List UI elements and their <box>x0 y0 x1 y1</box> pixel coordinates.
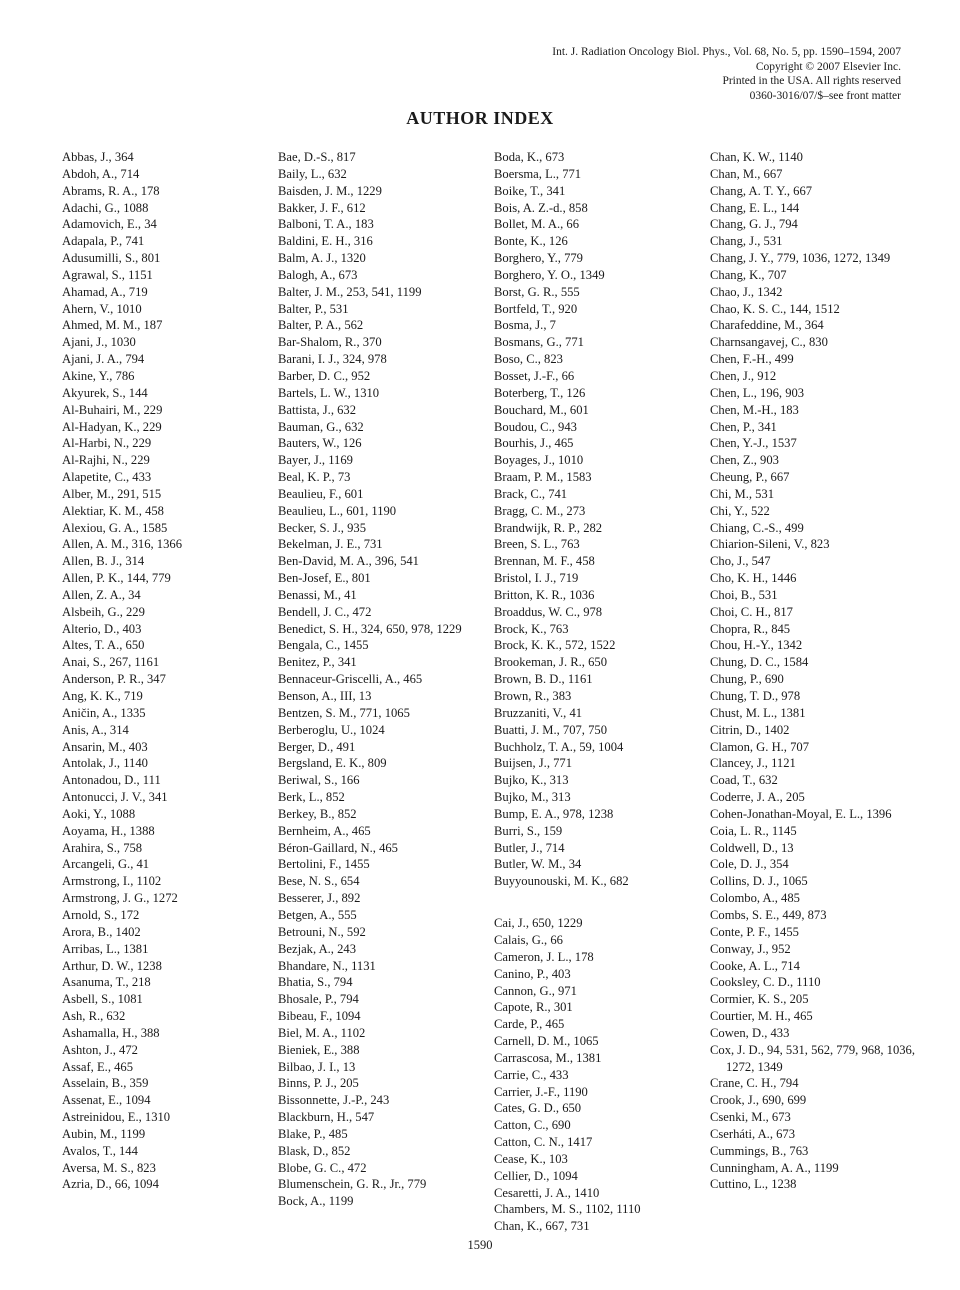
author-entry: Buyyounouski, M. K., 682 <box>494 874 629 889</box>
author-entry: Beal, K. P., 73 <box>278 470 351 485</box>
journal-citation-header <box>441 45 901 103</box>
author-entry: Coldwell, D., 13 <box>710 840 794 855</box>
author-entry: Balm, A. J., 1320 <box>278 251 366 266</box>
author-entry: Bissonnette, J.-P., 243 <box>278 1093 390 1108</box>
author-entry: Avalos, T., 144 <box>62 1143 138 1158</box>
author-entry: Blumenschein, G. R., Jr., 779 <box>278 1177 427 1192</box>
author-entry: Benassi, M., 41 <box>278 587 357 602</box>
author-entry: Boda, K., 673 <box>494 150 565 164</box>
author-entry: Armstrong, I., 1102 <box>62 874 162 889</box>
author-entry: Bertolini, F., 1455 <box>278 857 370 872</box>
author-entry: Chung, D. C., 1584 <box>710 655 809 670</box>
author-entry: Brock, K. K., 572, 1522 <box>494 638 616 653</box>
author-entry: Coad, T., 632 <box>710 773 778 788</box>
copyright-line: Copyright © 2007 Elsevier Inc. <box>755 60 901 73</box>
author-entry: Conway, J., 952 <box>710 941 791 956</box>
author-entry: Allen, P. K., 144, 779 <box>62 571 171 586</box>
author-entry: Chang, G. J., 794 <box>710 217 798 232</box>
author-entry: Bieniek, E., 388 <box>278 1042 360 1057</box>
printed-line: Printed in the USA. All rights reserved <box>722 75 901 88</box>
author-entry: Cesaretti, J. A., 1410 <box>494 1185 600 1200</box>
author-entry: Baisden, J. M., 1229 <box>278 183 382 198</box>
author-entry: Chan, K. W., 1140 <box>710 150 803 164</box>
author-entry: Boyages, J., 1010 <box>494 453 584 468</box>
author-entry: Ben-Josef, E., 801 <box>278 571 371 586</box>
author-entry: Cho, J., 547 <box>710 554 771 569</box>
author-entry: Chang, K., 707 <box>710 267 787 282</box>
author-entry: Bilbao, J. I., 13 <box>278 1059 356 1074</box>
author-entry: Boike, T., 341 <box>494 183 566 198</box>
author-entry: Berberoglu, U., 1024 <box>278 722 385 737</box>
author-entry: Breen, S. L., 763 <box>494 537 580 552</box>
index-column-4 <box>710 149 915 1193</box>
author-entry: Carrier, J.-F., 1190 <box>494 1084 588 1099</box>
author-entry: Bar-Shalom, R., 370 <box>278 335 382 350</box>
author-entry: Cunningham, A. A., 1199 <box>710 1160 839 1175</box>
author-entry: Aversa, M. S., 823 <box>62 1160 156 1175</box>
author-entry: Chao, J., 1342 <box>710 284 783 299</box>
author-entry: Arora, B., 1402 <box>62 924 141 939</box>
author-entry: Agrawal, S., 1151 <box>62 267 153 282</box>
author-entry: Baily, L., 632 <box>278 166 347 181</box>
author-entry: Azria, D., 66, 1094 <box>62 1177 159 1192</box>
author-entry: Asanuma, T., 218 <box>62 975 151 990</box>
author-entry: Ahmed, M. M., 187 <box>62 318 163 333</box>
author-entry: Chung, P., 690 <box>710 672 784 687</box>
author-entry: Chi, M., 531 <box>710 486 775 501</box>
author-entry: Adachi, G., 1088 <box>62 200 149 215</box>
author-entry: Berk, L., 852 <box>278 790 345 805</box>
author-index-columns <box>62 149 916 1234</box>
author-entry: Betgen, A., 555 <box>278 907 357 922</box>
author-entry: Catton, C. N., 1417 <box>494 1135 593 1150</box>
author-entry: Cserháti, A., 673 <box>710 1126 796 1141</box>
author-entry: Charafeddine, M., 364 <box>710 318 824 333</box>
author-entry: Assaf, E., 465 <box>62 1059 134 1074</box>
author-entry: Battista, J., 632 <box>278 402 357 417</box>
author-entry: Ash, R., 632 <box>62 1009 126 1024</box>
author-entry: Arahira, S., 758 <box>62 840 143 855</box>
author-entry: Blackburn, H., 547 <box>278 1110 375 1125</box>
author-entry: Chen, M.-H., 183 <box>710 402 799 417</box>
author-entry: Akine, Y., 786 <box>62 368 135 383</box>
author-entry: Abdoh, A., 714 <box>62 166 140 181</box>
author-entry: Bauters, W., 126 <box>278 436 362 451</box>
author-entry: Chang, A. T. Y., 667 <box>710 183 813 198</box>
author-entry: Chen, Y.-J., 1537 <box>710 436 797 451</box>
author-entry: Collins, D. J., 1065 <box>710 874 808 889</box>
author-entry: Al-Hadyan, K., 229 <box>62 419 162 434</box>
author-entry: Bergsland, E. K., 809 <box>278 756 387 771</box>
author-entry: Anderson, P. R., 347 <box>62 672 166 687</box>
author-entry: Alektiar, K. M., 458 <box>62 503 164 518</box>
author-entry: Bendell, J. C., 472 <box>278 604 372 619</box>
author-entry: Biel, M. A., 1102 <box>278 1025 366 1040</box>
author-entry: Chung, T. D., 978 <box>710 689 801 703</box>
author-entry: Carde, P., 465 <box>494 1017 565 1032</box>
author-entry: Blake, P., 485 <box>278 1126 348 1141</box>
author-entry: Chang, J. Y., 779, 1036, 1272, 1349 <box>710 251 891 266</box>
author-entry: Boso, C., 823 <box>494 352 563 367</box>
author-entry: Bengala, C., 1455 <box>278 638 369 653</box>
author-entry: Cease, K., 103 <box>494 1151 568 1166</box>
author-entry: Adapala, P., 741 <box>62 234 145 249</box>
author-entry: Carnell, D. M., 1065 <box>494 1034 599 1049</box>
author-entry: Antonadou, D., 111 <box>62 773 161 788</box>
author-entry: Bragg, C. M., 273 <box>494 503 586 518</box>
author-entry: Combs, S. E., 449, 873 <box>710 907 827 922</box>
author-entry: Chust, M. L., 1381 <box>710 705 806 720</box>
author-entry: Barber, D. C., 952 <box>278 368 371 383</box>
index-column-3 <box>494 149 699 1235</box>
author-entry: Adamovich, E., 34 <box>62 217 157 232</box>
author-entry: Chen, L., 196, 903 <box>710 385 805 400</box>
author-entry: Bese, N. S., 654 <box>278 874 360 889</box>
author-entry: Ashamalla, H., 388 <box>62 1025 160 1040</box>
author-entry: Citrin, D., 1402 <box>710 722 790 737</box>
author-entry: Aoyama, H., 1388 <box>62 823 155 838</box>
citation-line: Int. J. Radiation Oncology Biol. Phys., Vol. 68, No. 5, pp. 1590–1594, 2007 <box>552 46 901 58</box>
author-entry: Cheung, P., 667 <box>710 470 790 485</box>
author-entry: Bibeau, F., 1094 <box>278 1009 361 1024</box>
author-entry: Abrams, R. A., 178 <box>62 183 160 198</box>
author-entry: Clamon, G. H., 707 <box>710 739 809 754</box>
letter-section-gap <box>494 890 699 915</box>
author-entry: Bayer, J., 1169 <box>278 453 353 468</box>
author-entry: Berkey, B., 852 <box>278 806 357 821</box>
author-entry: Cox, J. D., 94, 531, 562, 779, 968, 1036, 1272, 1349 <box>710 1042 916 1074</box>
author-entry: Bhandare, N., 1131 <box>278 958 376 973</box>
author-entry: Cole, D. J., 354 <box>710 857 789 872</box>
author-entry: Brock, K., 763 <box>494 621 569 636</box>
author-entry: Allen, A. M., 316, 1366 <box>62 537 182 552</box>
author-entry: Barani, I. J., 324, 978 <box>278 352 387 367</box>
author-entry: Bosmans, G., 771 <box>494 335 584 350</box>
author-entry: Bernheim, A., 465 <box>278 823 371 838</box>
author-entry: Boudou, C., 943 <box>494 419 577 434</box>
author-entry: Boersma, L., 771 <box>494 166 582 181</box>
author-entry: Bouchard, M., 601 <box>494 402 589 417</box>
author-entry: Buatti, J. M., 707, 750 <box>494 722 607 737</box>
author-entry: Bauman, G., 632 <box>278 419 364 434</box>
author-entry: Cameron, J. L., 178 <box>494 949 594 964</box>
author-entry: Al-Rajhi, N., 229 <box>62 453 150 468</box>
author-entry: Cuttino, L., 1238 <box>710 1177 797 1192</box>
author-entry: Bock, A., 1199 <box>278 1194 354 1209</box>
author-entry: Carrie, C., 433 <box>494 1067 569 1082</box>
author-entry: Brown, R., 383 <box>494 689 572 703</box>
author-entry: Colombo, A., 485 <box>710 891 800 906</box>
author-entry: Al-Buhairi, M., 229 <box>62 402 163 417</box>
index-column-2 <box>278 149 483 1210</box>
author-entry: Bentzen, S. M., 771, 1065 <box>278 705 410 720</box>
author-entry: Akyurek, S., 144 <box>62 385 148 400</box>
author-entry: Bujko, K., 313 <box>494 773 569 788</box>
author-entry: Buijsen, J., 771 <box>494 756 573 771</box>
author-entry: Carrascosa, M., 1381 <box>494 1050 602 1065</box>
author-entry: Capote, R., 301 <box>494 1000 573 1015</box>
author-entry: Cellier, D., 1094 <box>494 1168 578 1183</box>
author-entry: Boterberg, T., 126 <box>494 385 586 400</box>
author-entry: Bosma, J., 7 <box>494 318 556 333</box>
author-entry: Crook, J., 690, 699 <box>710 1093 807 1108</box>
author-entry: Borst, G. R., 555 <box>494 284 580 299</box>
author-entry: Besserer, J., 892 <box>278 891 361 906</box>
index-column-1 <box>62 149 267 1193</box>
author-entry: Beaulieu, L., 601, 1190 <box>278 503 397 518</box>
author-entry: Bhatia, S., 794 <box>278 975 353 990</box>
author-entry: Coderre, J. A., 205 <box>710 790 805 805</box>
author-entry: Coia, L. R., 1145 <box>710 823 797 838</box>
author-entry: Assenat, E., 1094 <box>62 1093 151 1108</box>
page-title: AUTHOR INDEX <box>406 108 554 128</box>
author-entry: Beaulieu, F., 601 <box>278 486 364 501</box>
author-entry: Balter, P., 531 <box>278 301 349 316</box>
author-entry: Alber, M., 291, 515 <box>62 486 162 501</box>
author-entry: Beriwal, S., 166 <box>278 773 360 788</box>
author-entry: Alterio, D., 403 <box>62 621 142 636</box>
author-entry: Cai, J., 650, 1229 <box>494 916 583 931</box>
author-entry: Bae, D.-S., 817 <box>278 150 356 164</box>
author-entry: Cormier, K. S., 205 <box>710 992 809 1007</box>
author-entry: Asselain, B., 359 <box>62 1076 149 1091</box>
author-entry: Bruzzaniti, V., 41 <box>494 705 583 720</box>
author-entry: Ashton, J., 472 <box>62 1042 138 1057</box>
author-entry: Bristol, I. J., 719 <box>494 571 579 586</box>
author-entry: Chen, Z., 903 <box>710 453 779 468</box>
author-entry: Cooksley, C. D., 1110 <box>710 975 821 990</box>
author-entry: Charnsangavej, C., 830 <box>710 335 828 350</box>
author-entry: Courtier, M. H., 465 <box>710 1009 813 1024</box>
author-entry: Ansarin, M., 403 <box>62 739 148 754</box>
author-entry: Chiang, C.-S., 499 <box>710 520 804 535</box>
author-entry: Ben-David, M. A., 396, 541 <box>278 554 419 569</box>
author-entry: Balter, P. A., 562 <box>278 318 364 333</box>
page-number: 1590 <box>467 1238 493 1252</box>
author-entry: Burri, S., 159 <box>494 823 563 838</box>
author-entry: Chambers, M. S., 1102, 1110 <box>494 1202 641 1217</box>
author-entry: Blask, D., 852 <box>278 1143 351 1158</box>
author-entry: Betrouni, N., 592 <box>278 924 366 939</box>
author-entry: Butler, W. M., 34 <box>494 857 582 872</box>
author-entry: Butler, J., 714 <box>494 840 565 855</box>
author-entry: Choi, C. H., 817 <box>710 604 793 619</box>
author-entry: Bennaceur-Griscelli, A., 465 <box>278 672 423 687</box>
author-entry: Bakker, J. F., 612 <box>278 200 366 215</box>
author-entry: Benedict, S. H., 324, 650, 978, 1229 <box>278 621 462 636</box>
author-entry: Bujko, M., 313 <box>494 790 571 805</box>
author-entry: Adusumilli, S., 801 <box>62 251 161 266</box>
author-entry: Cho, K. H., 1446 <box>710 571 797 586</box>
author-entry: Baldini, E. H., 316 <box>278 234 373 249</box>
author-entry: Antonucci, J. V., 341 <box>62 790 168 805</box>
author-entry: Ajani, J., 1030 <box>62 335 136 350</box>
author-entry: Binns, P. J., 205 <box>278 1076 359 1091</box>
author-entry: Chan, M., 667 <box>710 166 783 181</box>
author-entry: Chopra, R., 845 <box>710 621 791 636</box>
author-entry: Cooke, A. L., 714 <box>710 958 800 973</box>
author-entry: Cates, G. D., 650 <box>494 1101 582 1116</box>
author-entry: Clancey, J., 1121 <box>710 756 796 771</box>
author-entry: Aničin, A., 1335 <box>62 705 146 720</box>
author-entry: Balter, J. M., 253, 541, 1199 <box>278 284 422 299</box>
author-entry: Ang, K. K., 719 <box>62 689 143 703</box>
author-entry: Balboni, T. A., 183 <box>278 217 374 232</box>
author-entry: Borghero, Y., 779 <box>494 251 583 266</box>
author-entry: Chan, K., 667, 731 <box>494 1219 590 1234</box>
author-entry: Brack, C., 741 <box>494 486 568 501</box>
author-entry: Cohen-Jonathan-Moyal, E. L., 1396 <box>710 806 892 821</box>
author-entry: Catton, C., 690 <box>494 1118 571 1133</box>
author-entry: Bhosale, P., 794 <box>278 992 359 1007</box>
author-entry: Crane, C. H., 794 <box>710 1076 799 1091</box>
author-entry: Calais, G., 66 <box>494 932 563 947</box>
author-entry: Ajani, J. A., 794 <box>62 352 145 367</box>
author-entry: Becker, S. J., 935 <box>278 520 366 535</box>
author-entry: Chen, P., 341 <box>710 419 777 434</box>
author-entry: Alexiou, G. A., 1585 <box>62 520 168 535</box>
author-entry: Conte, P. F., 1455 <box>710 924 799 939</box>
author-entry: Cummings, B., 763 <box>710 1143 809 1158</box>
author-entry: Chao, K. S. C., 144, 1512 <box>710 301 840 316</box>
author-entry: Al-Harbi, N., 229 <box>62 436 152 451</box>
author-entry: Chi, Y., 522 <box>710 503 770 518</box>
author-entry: Benson, A., III, 13 <box>278 689 372 703</box>
author-entry: Brennan, M. F., 458 <box>494 554 595 569</box>
author-entry: Arcangeli, G., 41 <box>62 857 150 872</box>
author-entry: Asbell, S., 1081 <box>62 992 143 1007</box>
author-entry: Bekelman, J. E., 731 <box>278 537 383 552</box>
author-entry: Armstrong, J. G., 1272 <box>62 891 178 906</box>
author-entry: Anai, S., 267, 1161 <box>62 655 160 670</box>
author-entry: Aoki, Y., 1088 <box>62 806 136 821</box>
author-entry: Canino, P., 403 <box>494 966 571 981</box>
author-entry: Buchholz, T. A., 59, 1004 <box>494 739 624 754</box>
author-entry: Arribas, L., 1381 <box>62 941 149 956</box>
author-entry: Béron-Gaillard, N., 465 <box>278 840 398 855</box>
author-entry: Blobe, G. C., 472 <box>278 1160 367 1175</box>
author-entry: Abbas, J., 364 <box>62 150 134 164</box>
author-entry: Cowen, D., 433 <box>710 1025 790 1040</box>
author-entry: Brookeman, J. R., 650 <box>494 655 607 670</box>
author-entry: Alsbeih, G., 229 <box>62 604 145 619</box>
author-entry: Broaddus, W. C., 978 <box>494 604 603 619</box>
author-entry: Allen, Z. A., 34 <box>62 587 141 602</box>
author-entry: Chang, E. L., 144 <box>710 200 800 215</box>
author-entry: Balogh, A., 673 <box>278 267 358 282</box>
author-entry: Chou, H.-Y., 1342 <box>710 638 803 653</box>
author-entry: Bezjak, A., 243 <box>278 941 356 956</box>
author-entry: Aubin, M., 1199 <box>62 1126 146 1141</box>
author-entry: Britton, K. R., 1036 <box>494 587 595 602</box>
issn-line: 0360-3016/07/$–see front matter <box>749 89 901 102</box>
author-entry: Ahern, V., 1010 <box>62 301 142 316</box>
author-entry: Borghero, Y. O., 1349 <box>494 267 605 282</box>
author-entry: Bourhis, J., 465 <box>494 436 574 451</box>
author-entry: Chen, J., 912 <box>710 368 777 383</box>
author-entry: Choi, B., 531 <box>710 587 778 602</box>
author-entry: Bonte, K., 126 <box>494 234 568 249</box>
author-entry: Benitez, P., 341 <box>278 655 357 670</box>
author-entry: Bois, A. Z.-d., 858 <box>494 200 588 215</box>
author-entry: Brandwijk, R. P., 282 <box>494 520 603 535</box>
author-entry: Bortfeld, T., 920 <box>494 301 578 316</box>
author-entry: Allen, B. J., 314 <box>62 554 145 569</box>
author-entry: Brown, B. D., 1161 <box>494 672 593 687</box>
author-entry: Bump, E. A., 978, 1238 <box>494 806 614 821</box>
author-entry: Astreinidou, E., 1310 <box>62 1110 171 1125</box>
author-entry: Cannon, G., 971 <box>494 983 577 998</box>
author-entry: Chen, F.-H., 499 <box>710 352 794 367</box>
author-entry: Braam, P. M., 1583 <box>494 470 592 485</box>
author-entry: Chiarion-Sileni, V., 823 <box>710 537 830 552</box>
author-entry: Anis, A., 314 <box>62 722 129 737</box>
author-entry: Altes, T. A., 650 <box>62 638 145 653</box>
author-entry: Chang, J., 531 <box>710 234 783 249</box>
author-entry: Bartels, L. W., 1310 <box>278 385 380 400</box>
author-entry: Arthur, D. W., 1238 <box>62 958 162 973</box>
author-entry: Antolak, J., 1140 <box>62 756 148 771</box>
author-entry: Bosset, J.-F., 66 <box>494 368 575 383</box>
author-entry: Bollet, M. A., 66 <box>494 217 580 232</box>
author-entry: Arnold, S., 172 <box>62 907 140 922</box>
author-entry: Berger, D., 491 <box>278 739 356 754</box>
author-entry: Alapetite, C., 433 <box>62 470 152 485</box>
author-entry: Ahamad, A., 719 <box>62 284 148 299</box>
author-entry: Csenki, M., 673 <box>710 1110 791 1125</box>
